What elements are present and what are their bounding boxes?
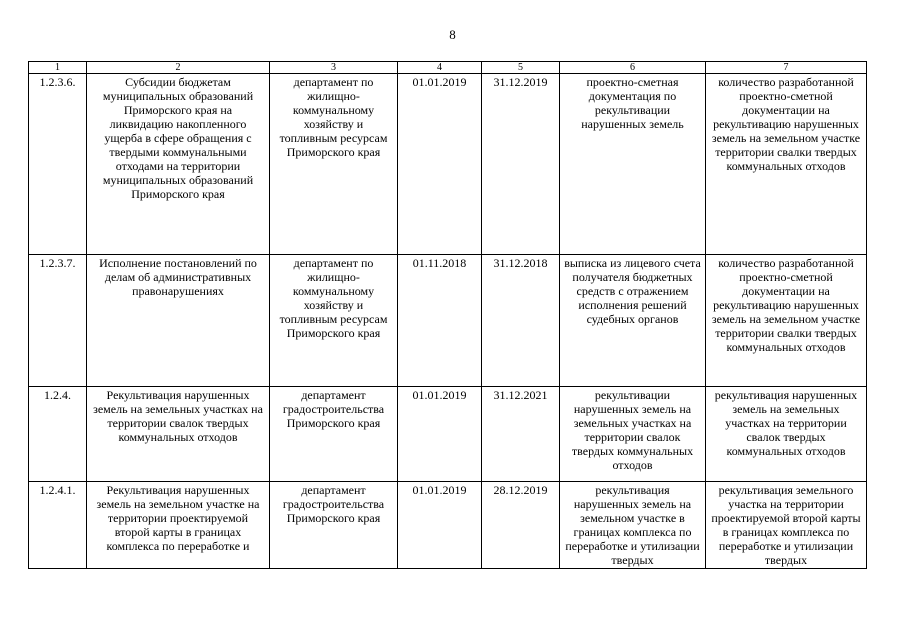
measure-start-date: 01.11.2018 [398, 255, 482, 387]
column-number-header: 5 [482, 62, 560, 74]
column-number-header: 7 [706, 62, 867, 74]
measure-start-date: 01.01.2019 [398, 74, 482, 255]
column-number-header: 6 [560, 62, 706, 74]
table-row [29, 482, 867, 569]
measure-end-date: 31.12.2021 [482, 387, 560, 482]
measure-code: 1.2.4.1. [29, 482, 87, 569]
column-number-header: 3 [270, 62, 398, 74]
measure-indicator: количество разработанной проектно-сметной документации на рекультивацию нарушенных земель на земельном участке территории свалки твердых коммунальных отходов [706, 255, 867, 387]
measure-result: рекультивации нарушенных земель на земельных участках на территории свалок твердых коммунальных отходов [560, 387, 706, 482]
measure-name: Субсидии бюджетам муниципальных образований Приморского края на ликвидацию накопленного ущерба в сфере обращения с твердыми коммунальными отходами на территории муниципальных образований Приморского края [87, 74, 270, 255]
measure-result: выписка из лицевого счета получателя бюджетных средств с отражением исполнения решений судебных органов [560, 255, 706, 387]
measure-executor: департамент градостроительства Приморского края [270, 387, 398, 482]
column-number-header: 4 [398, 62, 482, 74]
measure-end-date: 31.12.2019 [482, 74, 560, 255]
measure-code: 1.2.3.7. [29, 255, 87, 387]
measure-indicator: рекультивация земельного участка на территории проектируемой второй карты в границах комплекса по переработке и утилизации твердых [706, 482, 867, 569]
program-measures-table [28, 61, 867, 569]
measure-end-date: 28.12.2019 [482, 482, 560, 569]
table-row [29, 387, 867, 482]
table-row [29, 74, 867, 255]
measure-name: Рекультивация нарушенных земель на земельных участках на территории свалок твердых коммунальных отходов [87, 387, 270, 482]
measure-indicator: количество разработанной проектно-сметной документации на рекультивацию нарушенных земель на земельном участке территории свалки твердых коммунальных отходов [706, 74, 867, 255]
measure-end-date: 31.12.2018 [482, 255, 560, 387]
column-number-header: 1 [29, 62, 87, 74]
measure-code: 1.2.4. [29, 387, 87, 482]
page-number: 8 [449, 27, 456, 42]
measure-name: Рекультивация нарушенных земель на земельном участке на территории проектируемой второй карты в границах комплекса по переработке и [87, 482, 270, 569]
table-row [29, 255, 867, 387]
column-number-row [29, 62, 867, 74]
measure-result: проектно-сметная документация по рекультивации нарушенных земель [560, 74, 706, 255]
measure-start-date: 01.01.2019 [398, 387, 482, 482]
measure-code: 1.2.3.6. [29, 74, 87, 255]
measure-executor: департамент по жилищно-коммунальному хозяйству и топливным ресурсам Приморского края [270, 255, 398, 387]
measure-start-date: 01.01.2019 [398, 482, 482, 569]
measure-executor: департамент градостроительства Приморского края [270, 482, 398, 569]
measure-indicator: рекультивация нарушенных земель на земельных участках на территории свалок твердых коммунальных отходов [706, 387, 867, 482]
column-number-header: 2 [87, 62, 270, 74]
measure-result: рекультивация нарушенных земель на земельном участке в границах комплекса по переработке и утилизации твердых [560, 482, 706, 569]
measure-name: Исполнение постановлений по делам об административных правонарушениях [87, 255, 270, 387]
measure-executor: департамент по жилищно-коммунальному хозяйству и топливным ресурсам Приморского края [270, 74, 398, 255]
